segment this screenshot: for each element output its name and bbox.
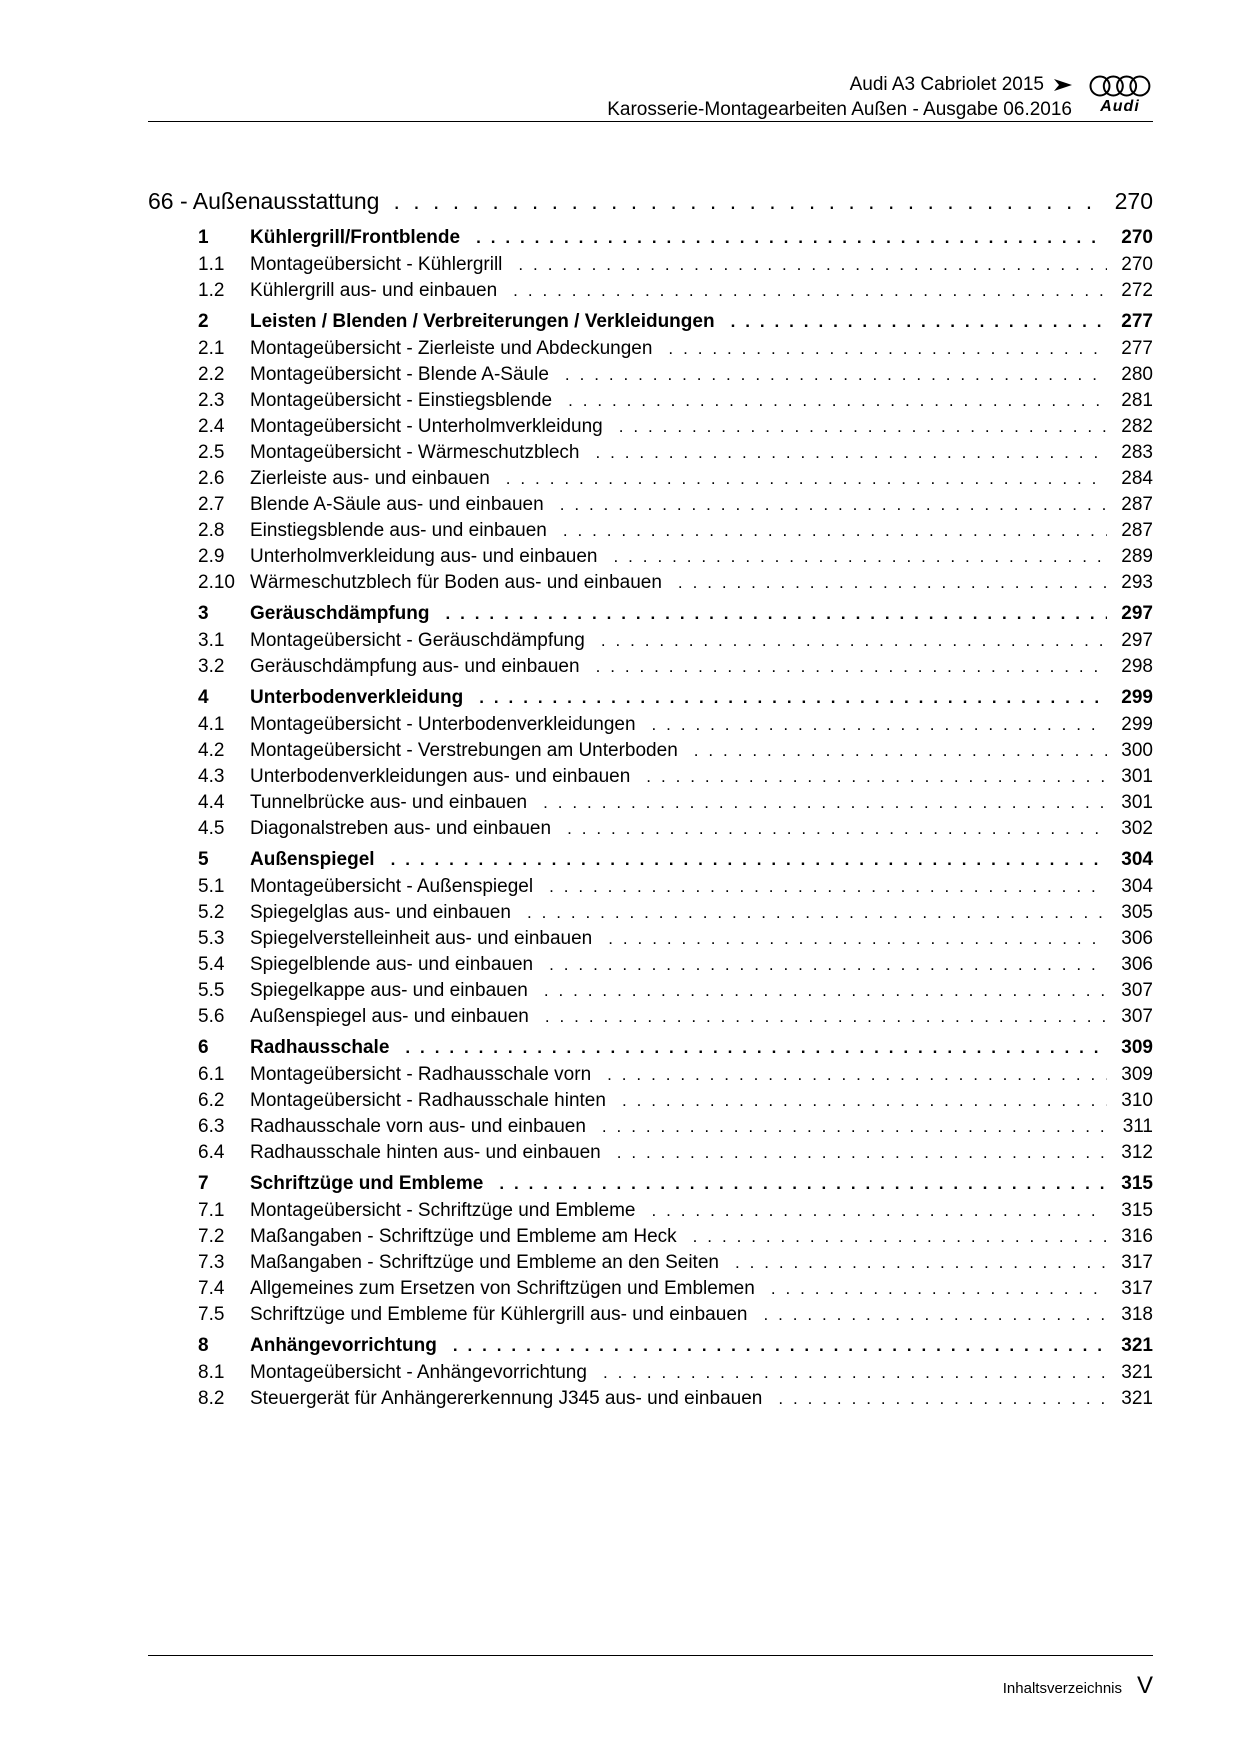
subsection-entry-number: 8.2 [198,1388,225,1409]
subsection-entry-title: Allgemeines zum Ersetzen von Schriftzügen und Emblemen [250,1278,755,1299]
subsection-entry-page: 280 [1121,364,1153,385]
subsection-entry-number: 7.3 [198,1252,225,1273]
subsection-entry-title: Montageübersicht - Einstiegsblende [250,390,553,411]
subsection-entry-page: 299 [1121,714,1153,735]
dot-leader [614,547,1107,567]
subsection-entry-number: 6.4 [198,1142,225,1163]
subsection-entry[interactable] [148,1142,1153,1168]
section-heading[interactable] [148,1335,1153,1362]
subsection-entry-page: 321 [1121,1362,1153,1383]
subsection-entry-title: Außenspiegel aus- und einbauen [250,1006,529,1027]
subsection-entry[interactable] [148,468,1153,494]
subsection-entry-page: 272 [1121,280,1153,301]
subsection-entry[interactable] [148,1226,1153,1252]
subsection-entry[interactable] [148,1252,1153,1278]
header-subtitle: Karosserie-Montagearbeiten Außen - Ausgabe 06.2016 [607,99,1072,120]
subsection-entry-number: 7.1 [198,1200,225,1221]
dot-leader [778,1389,1107,1409]
subsection-entry[interactable] [148,572,1153,598]
subsection-entry-title: Spiegelglas aus- und einbauen [250,902,511,923]
subsection-entry-title: Einstiegsblende aus- und einbauen [250,520,547,541]
dot-leader [543,793,1107,813]
subsection-entry-title: Montageübersicht - Schriftzüge und Embleme [250,1200,636,1221]
subsection-entry[interactable] [148,714,1153,740]
subsection-entry[interactable] [148,1064,1153,1090]
section-heading-page: 315 [1121,1173,1153,1194]
subsection-entry[interactable] [148,1116,1153,1142]
subsection-entry-title: Diagonalstreben aus- und einbauen [250,818,552,839]
subsection-entry-page: 301 [1121,792,1153,813]
section-heading-number: 8 [198,1335,209,1356]
subsection-entry-page: 283 [1121,442,1153,463]
subsection-entry-number: 5.3 [198,928,225,949]
dot-leader [506,469,1107,489]
subsection-entry-title: Schriftzüge und Embleme für Kühlergrill aus- und einbauen [250,1304,748,1325]
footer-page-number: V [1136,1672,1153,1699]
subsection-entry-page: 302 [1121,818,1153,839]
subsection-entry[interactable] [148,902,1153,928]
dot-leader [668,339,1107,359]
subsection-entry-number: 2.2 [198,364,225,385]
dot-leader [595,443,1107,463]
subsection-entry-number: 2.5 [198,442,225,463]
subsection-entry-page: 307 [1121,980,1153,1001]
subsection-entry-number: 4.5 [198,818,225,839]
audi-logo-text: Audi [1100,98,1140,115]
section-heading[interactable] [148,227,1153,254]
table-of-contents [148,188,1153,1414]
section-heading-page: 297 [1121,603,1153,624]
toc-section [148,1173,1153,1330]
subsection-entry-number: 2.6 [198,468,225,489]
subsection-entry-number: 6.1 [198,1064,225,1085]
dot-leader [453,1336,1107,1356]
header-divider [148,121,1153,122]
subsection-entry-number: 1.2 [198,280,225,301]
chapter-page: 270 [1114,188,1153,214]
subsection-entry-page: 315 [1121,1200,1153,1221]
section-heading-page: 277 [1121,311,1153,332]
subsection-entry[interactable] [148,442,1153,468]
dot-leader [731,312,1107,332]
section-heading-page: 309 [1121,1037,1153,1058]
subsection-entry-page: 293 [1121,572,1153,593]
subsection-entry-page: 297 [1121,630,1153,651]
subsection-entry-page: 287 [1121,494,1153,515]
section-heading-title: Radhausschale [250,1037,390,1058]
subsection-entry-title: Steuergerät für Anhängererkennung J345 aus- und einbauen [250,1388,763,1409]
subsection-entry-title: Blende A-Säule aus- und einbauen [250,494,544,515]
subsection-entry[interactable] [148,338,1153,364]
subsection-entry-page: 300 [1121,740,1153,761]
toc-section [148,687,1153,844]
dot-leader [596,657,1107,677]
subsection-entry-page: 317 [1121,1252,1153,1273]
dot-leader [607,1065,1107,1085]
section-heading-number: 6 [198,1037,209,1058]
page-header [0,0,1240,130]
section-heading-title: Kühlergrill/Frontblende [250,227,461,248]
header-title: Audi A3 Cabriolet 2015 [849,74,1044,95]
dot-leader [678,573,1107,593]
subsection-entry-title: Montageübersicht - Zierleiste und Abdeckungen [250,338,653,359]
dot-leader [646,767,1107,787]
dot-leader [391,850,1107,870]
subsection-entry-page: 307 [1121,1006,1153,1027]
subsection-entry-title: Montageübersicht - Radhausschale vorn [250,1064,592,1085]
subsection-entry-page: 282 [1121,416,1153,437]
subsection-entry-title: Wärmeschutzblech für Boden aus- und einbauen [250,572,662,593]
dot-leader [693,1227,1107,1247]
subsection-entry-title: Montageübersicht - Wärmeschutzblech [250,442,580,463]
subsection-entry-number: 2.10 [198,572,235,593]
dot-leader [603,1363,1107,1383]
toc-section [148,1335,1153,1414]
subsection-entry-number: 4.3 [198,766,225,787]
subsection-entry-title: Montageübersicht - Unterbodenverkleidungen [250,714,636,735]
subsection-entry-title: Montageübersicht - Blende A-Säule [250,364,549,385]
subsection-entry-title: Zierleiste aus- und einbauen [250,468,490,489]
dot-leader [476,228,1107,248]
section-heading-page: 304 [1121,849,1153,870]
dot-leader [563,521,1107,541]
subsection-entry-title: Tunnelbrücke aus- und einbauen [250,792,528,813]
subsection-entry[interactable] [148,740,1153,766]
subsection-entry-title: Montageübersicht - Radhausschale hinten [250,1090,606,1111]
subsection-entry-page: 287 [1121,520,1153,541]
dot-leader [479,688,1107,708]
dot-leader [622,1091,1107,1111]
subsection-entry-number: 2.4 [198,416,225,437]
section-heading-page: 270 [1121,227,1153,248]
dot-leader [694,741,1107,761]
subsection-entry[interactable] [148,254,1153,280]
section-heading-page: 321 [1121,1335,1153,1356]
subsection-entry[interactable] [148,390,1153,416]
subsection-entry-title: Radhausschale hinten aus- und einbauen [250,1142,601,1163]
section-heading-title: Geräuschdämpfung [250,603,430,624]
subsection-entry[interactable] [148,630,1153,656]
dot-leader [602,1117,1107,1137]
subsection-entry-page: 309 [1121,1064,1153,1085]
subsection-entry-title: Unterholmverkleidung aus- und einbauen [250,546,598,567]
section-heading[interactable] [148,849,1153,876]
toc-section [148,311,1153,598]
subsection-entry[interactable] [148,1304,1153,1330]
dot-leader [393,188,1106,215]
section-heading[interactable] [148,687,1153,714]
dot-leader [735,1253,1107,1273]
dot-leader [560,495,1107,515]
subsection-entry-title: Maßangaben - Schriftzüge und Embleme an den Seiten [250,1252,719,1273]
subsection-entry-page: 316 [1121,1226,1153,1247]
section-heading-page: 299 [1121,687,1153,708]
dot-leader [518,255,1107,275]
subsection-entry[interactable] [148,494,1153,520]
subsection-entry-title: Montageübersicht - Kühlergrill [250,254,503,275]
header-text [607,74,1072,121]
dot-leader [549,877,1107,897]
section-heading-number: 3 [198,603,209,624]
subsection-entry-page: 306 [1121,954,1153,975]
dot-leader [544,981,1107,1001]
subsection-entry-page: 312 [1121,1142,1153,1163]
subsection-entry-title: Maßangaben - Schriftzüge und Embleme am Heck [250,1226,677,1247]
subsection-entry-number: 2.8 [198,520,225,541]
subsection-entry[interactable] [148,1090,1153,1116]
dot-leader [771,1279,1107,1299]
subsection-entry[interactable] [148,280,1153,306]
subsection-entry-page: 281 [1121,390,1153,411]
section-heading[interactable] [148,1173,1153,1200]
dot-leader [513,281,1107,301]
subsection-entry-number: 7.5 [198,1304,225,1325]
subsection-entry-page: 304 [1121,876,1153,897]
section-heading[interactable] [148,1037,1153,1064]
toc-section [148,603,1153,682]
subsection-entry-title: Montageübersicht - Verstrebungen am Unterboden [250,740,678,761]
section-heading-title: Unterbodenverkleidung [250,687,464,708]
subsection-entry-title: Montageübersicht - Unterholmverkleidung [250,416,603,437]
subsection-entry-number: 1.1 [198,254,225,275]
subsection-entry-page: 318 [1121,1304,1153,1325]
section-heading[interactable] [148,603,1153,630]
dot-leader [619,417,1107,437]
subsection-entry-page: 277 [1121,338,1153,359]
subsection-entry-number: 2.3 [198,390,225,411]
subsection-entry[interactable] [148,792,1153,818]
subsection-entry-number: 8.1 [198,1362,225,1383]
subsection-entry-number: 2.1 [198,338,225,359]
subsection-entry-page: 310 [1121,1090,1153,1111]
subsection-entry-number: 6.3 [198,1116,225,1137]
subsection-entry-number: 5.6 [198,1006,225,1027]
subsection-entry[interactable] [148,980,1153,1006]
subsection-entry[interactable] [148,1006,1153,1032]
arrow-right-icon [1054,79,1072,91]
subsection-entry[interactable] [148,520,1153,546]
dot-leader [567,819,1107,839]
subsection-entry-page: 289 [1121,546,1153,567]
subsection-entry-title: Spiegelkappe aus- und einbauen [250,980,528,1001]
section-heading-number: 1 [198,227,209,248]
footer-label: Inhaltsverzeichnis [1002,1680,1122,1697]
toc-section [148,1037,1153,1168]
section-heading-title: Außenspiegel [250,849,375,870]
dot-leader [565,365,1107,385]
subsection-entry[interactable] [148,876,1153,902]
subsection-entry-page: 311 [1122,1116,1153,1137]
subsection-entry-number: 5.2 [198,902,225,923]
dot-leader [601,631,1107,651]
subsection-entry-title: Spiegelblende aus- und einbauen [250,954,534,975]
subsection-entry-number: 4.1 [198,714,225,735]
dot-leader [499,1174,1107,1194]
section-heading-number: 7 [198,1173,209,1194]
section-heading-number: 2 [198,311,209,332]
subsection-entry-number: 3.1 [198,630,225,651]
toc-section [148,849,1153,1032]
subsection-entry-title: Kühlergrill aus- und einbauen [250,280,498,301]
subsection-entry[interactable] [148,954,1153,980]
section-heading-title: Leisten / Blenden / Verbreiterungen / Verkleidungen [250,311,715,332]
subsection-entry-page: 306 [1121,928,1153,949]
section-heading-number: 5 [198,849,209,870]
section-heading-title: Anhängevorrichtung [250,1335,437,1356]
subsection-entry-number: 5.5 [198,980,225,1001]
subsection-entry[interactable] [148,546,1153,572]
subsection-entry-title: Radhausschale vorn aus- und einbauen [250,1116,586,1137]
subsection-entry-number: 2.7 [198,494,225,515]
subsection-entry-page: 321 [1121,1388,1153,1409]
header-title-line [607,74,1072,96]
dot-leader [651,1201,1107,1221]
toc-sections [148,227,1153,1414]
subsection-entry[interactable] [148,1388,1153,1414]
dot-leader [527,903,1107,923]
subsection-entry[interactable] [148,928,1153,954]
subsection-entry[interactable] [148,1362,1153,1388]
dot-leader [763,1305,1107,1325]
dot-leader [549,955,1107,975]
subsection-entry[interactable] [148,416,1153,442]
subsection-entry-number: 7.2 [198,1226,225,1247]
subsection-entry-page: 298 [1121,656,1153,677]
subsection-entry-number: 2.9 [198,546,225,567]
subsection-entry-number: 3.2 [198,656,225,677]
subsection-entry-number: 4.4 [198,792,225,813]
subsection-entry-title: Montageübersicht - Anhängevorrichtung [250,1362,587,1383]
subsection-entry-title: Geräuschdämpfung aus- und einbauen [250,656,580,677]
audi-rings-icon [1088,74,1152,98]
subsection-entry-title: Unterbodenverkleidungen aus- und einbauen [250,766,631,787]
subsection-entry-number: 5.4 [198,954,225,975]
subsection-entry-title: Montageübersicht - Außenspiegel [250,876,534,897]
subsection-entry-number: 4.2 [198,740,225,761]
subsection-entry-title: Montageübersicht - Geräuschdämpfung [250,630,585,651]
subsection-entry-page: 284 [1121,468,1153,489]
section-heading-number: 4 [198,687,209,708]
subsection-entry-page: 301 [1121,766,1153,787]
subsection-entry[interactable] [148,656,1153,682]
chapter-entry[interactable] [148,188,1153,222]
subsection-entry-number: 7.4 [198,1278,225,1299]
dot-leader [545,1007,1107,1027]
section-heading[interactable] [148,311,1153,338]
chapter-title: 66 - Außenausstattung [148,188,380,214]
dot-leader [608,929,1107,949]
subsection-entry-page: 270 [1121,254,1153,275]
subsection-entry[interactable] [148,364,1153,390]
dot-leader [568,391,1107,411]
footer-divider [148,1655,1153,1656]
subsection-entry[interactable] [148,818,1153,844]
dot-leader [405,1038,1107,1058]
section-heading-title: Schriftzüge und Embleme [250,1173,484,1194]
toc-section [148,227,1153,306]
subsection-entry-title: Spiegelverstelleinheit aus- und einbauen [250,928,593,949]
subsection-entry-page: 317 [1121,1278,1153,1299]
subsection-entry-number: 6.2 [198,1090,225,1111]
dot-leader [445,604,1107,624]
subsection-entry-number: 5.1 [198,876,225,897]
dot-leader [652,715,1107,735]
subsection-entry[interactable] [148,1278,1153,1304]
subsection-entry[interactable] [148,766,1153,792]
audi-logo [1088,74,1152,118]
dot-leader [617,1143,1107,1163]
subsection-entry-page: 305 [1121,902,1153,923]
subsection-entry[interactable] [148,1200,1153,1226]
